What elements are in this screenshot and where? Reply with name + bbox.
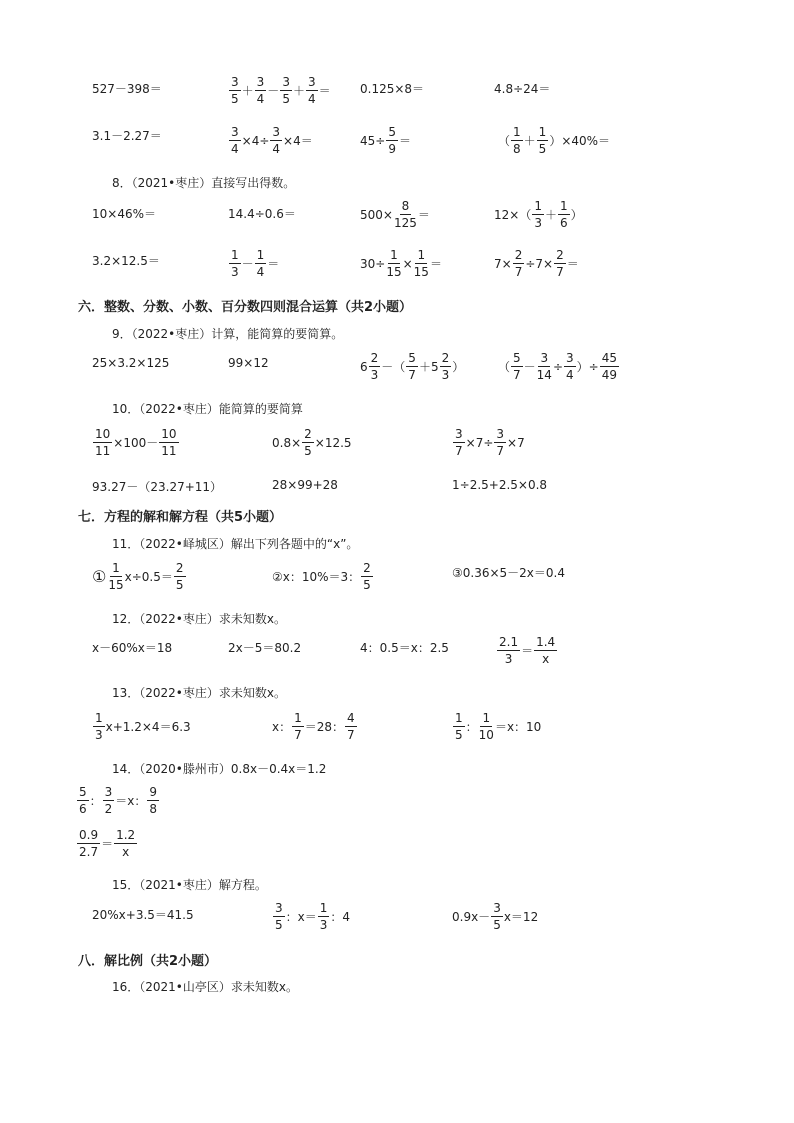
expr-10-11x100: $\frac{10}{11}$ ×100－ $\frac{10}{11}$ xyxy=(95,427,177,458)
section-heading-8: 八．解比例（共2小题） xyxy=(78,954,218,969)
question-12: 12．（2022•枣庄）求未知数x。 xyxy=(112,612,286,626)
expr-31-227: 3.1－2.27＝ xyxy=(92,129,162,143)
expr-7x: 7× $\frac{2}{7}$ ÷7× $\frac{2}{7}$ ＝ xyxy=(494,248,579,279)
expr-frac-sub: $\frac{1}{3}$ － $\frac{1}{4}$ ＝ xyxy=(231,248,280,279)
expr-08x: 0.8× $\frac{2}{5}$ ×12.5 xyxy=(272,427,352,458)
fraction: $\frac{3}{5}$ xyxy=(282,75,290,106)
expr-frac-mult: $\frac{3}{4}$ ×4÷ $\frac{3}{4}$ ×4＝ xyxy=(231,125,313,156)
equation-14-2: $\frac{0.9}{2.7}$ ＝ $\frac{1.2}{x}$ xyxy=(79,828,136,859)
expr-1div25: 1÷2.5+2.5×0.8 xyxy=(452,478,548,492)
equation-13-3: $\frac{1}{5}$ ： $\frac{1}{10}$ ＝x：10 xyxy=(455,711,542,742)
expr-48div24: 4.8÷24＝ xyxy=(494,82,551,96)
equation-14-1: $\frac{5}{6}$ ： $\frac{3}{2}$ ＝x： $\frac{9}{8}$ xyxy=(79,785,158,816)
section-heading-6: 六．整数、分数、小数、百分数四则混合运算（共2小题） xyxy=(78,300,413,315)
question-16: 16．（2021•山亭区）求未知数x。 xyxy=(112,980,298,994)
fraction: $\frac{3}{4}$ xyxy=(256,75,265,106)
section-heading-7: 七．方程的解和解方程（共5小题） xyxy=(78,510,283,525)
equation-13-2: x： $\frac{1}{7}$ ＝28： $\frac{4}{7}$ xyxy=(272,711,355,742)
expr-25x32x125: 25×3.2×125 xyxy=(92,356,170,370)
fraction: $\frac{3}{5}$ xyxy=(231,75,239,106)
expr-527-398: 527－398＝ xyxy=(92,82,162,96)
expr-45-div: 45÷ $\frac{5}{9}$ ＝ xyxy=(360,125,411,156)
expr-fraction-sum: $\frac{3}{5}$ ＋ $\frac{3}{4}$ － $\frac{3}{5}$ ＋ $\frac{3}{4}$ ＝ xyxy=(231,75,331,106)
expr-144div06: 14.4÷0.6＝ xyxy=(228,207,296,221)
equation-12-1: x－60%x＝18 xyxy=(92,641,173,655)
expr-10x46pct: 10×46%＝ xyxy=(92,207,156,221)
question-8: 8．（2021•枣庄）直接写出得数。 xyxy=(112,176,296,190)
question-13: 13．（2022•枣庄）求未知数x。 xyxy=(112,686,286,700)
expr-32x125: 3.2×12.5＝ xyxy=(92,254,160,268)
expr-99x12: 99×12 xyxy=(228,356,269,370)
expr-500x: 500× $\frac{8}{125}$ ＝ xyxy=(360,199,430,230)
question-15: 15．（2021•枣庄）解方程。 xyxy=(112,878,267,892)
equation-15-2: $\frac{3}{5}$ ：x＝ $\frac{1}{3}$ ：4 xyxy=(275,901,351,932)
equation-15-3: 0.9x－ $\frac{3}{5}$ x＝12 xyxy=(452,901,539,932)
equation-13-1: $\frac{1}{3}$ x+1.2×4＝6.3 xyxy=(95,711,191,742)
expr-paren-div-45-49: （ $\frac{5}{7}$ － $\frac{3}{14}$ ÷ $\frac{3}{4}$ ）÷ $\frac{45}{49}$ xyxy=(498,351,617,382)
equation-12-2: 2x－5＝80.2 xyxy=(228,641,302,655)
expr-9327: 93.27－（23.27+11） xyxy=(92,480,223,494)
expr-3-7x7: $\frac{3}{7}$ ×7÷ $\frac{3}{7}$ ×7 xyxy=(455,427,525,458)
expr-0125x8: 0.125×8＝ xyxy=(360,82,425,96)
expr-12x-paren: 12×（ $\frac{1}{3}$ ＋ $\frac{1}{6}$ ） xyxy=(494,199,583,230)
fraction: $\frac{3}{4}$ xyxy=(307,75,316,106)
question-9: 9．（2022•枣庄）计算，能简算的要简算。 xyxy=(112,327,344,341)
question-11: 11．（2022•峄城区）解出下列各题中的“x”。 xyxy=(112,537,359,551)
question-14: 14．（2020•滕州市）0.8x－0.4x＝1.2 xyxy=(112,762,327,776)
expr-28x99: 28×99+28 xyxy=(272,478,338,492)
equation-12-3: 4：0.5＝x：2.5 xyxy=(360,641,449,655)
equation-11-3: ③0.36×5－2x＝0.4 xyxy=(452,566,565,580)
equation-15-1: 20%x+3.5＝41.5 xyxy=(92,908,194,922)
question-10: 10．（2022•枣庄）能简算的要简算 xyxy=(112,402,303,416)
equation-11-2: ②x：10%＝3： $\frac{2}{5}$ xyxy=(272,561,371,592)
equation-12-4: $\frac{2.1}{3}$ ＝ $\frac{1.4}{x}$ xyxy=(499,635,556,666)
expr-paren-40pct: （ $\frac{1}{8}$ ＋ $\frac{1}{5}$ ）×40%＝ xyxy=(498,125,611,156)
equation-11-1: ① $\frac{1}{15}$ x÷0.5＝ $\frac{2}{5}$ xyxy=(92,561,184,592)
expr-mixed-number: 6 $\frac{2}{3}$ －（ $\frac{5}{7}$ ＋5 $\frac{2}{3}$ ） xyxy=(360,351,465,382)
expr-30div: 30÷ $\frac{1}{15}$ × $\frac{1}{15}$ ＝ xyxy=(360,248,442,279)
